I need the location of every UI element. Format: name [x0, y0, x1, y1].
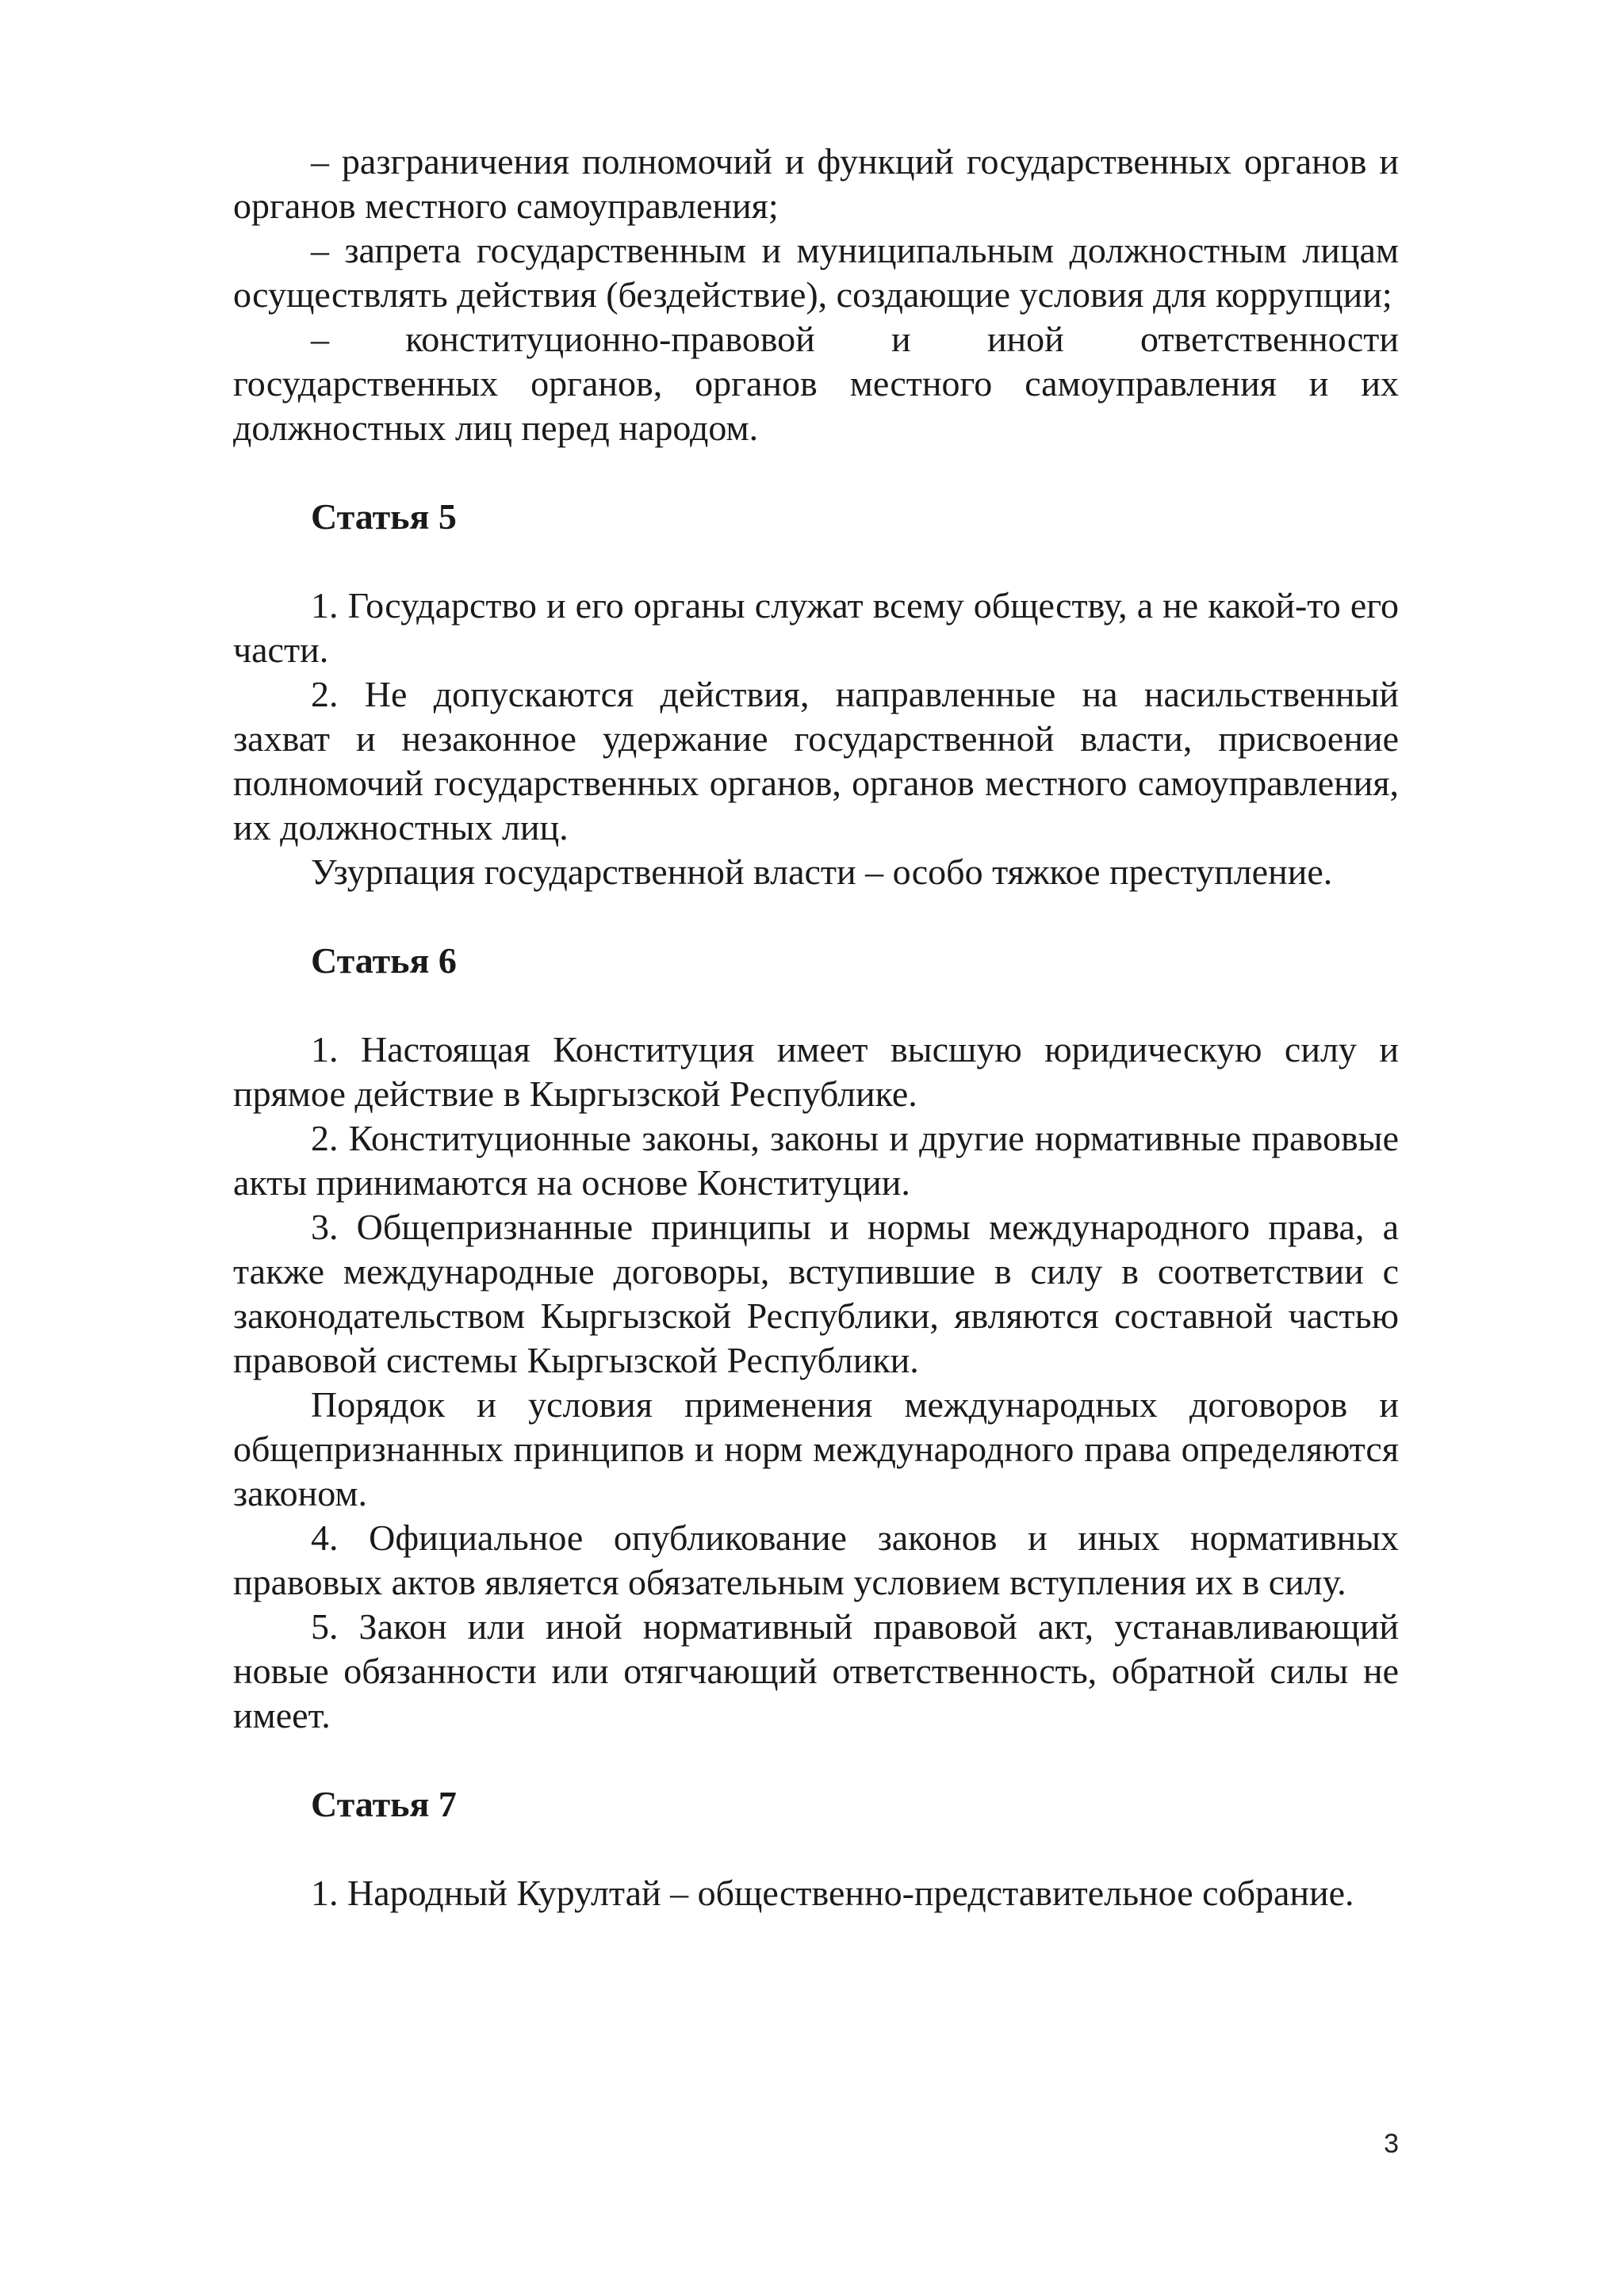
intro-item-2: – запрета государственным и муниципальным должностным лицам осуществлять действия (бездействие), создающие условия для коррупции;	[233, 230, 1399, 315]
article-6-paragraph-6: 5. Закон или иной нормативный правовой акт, устанавливающий новые обязанности или отягчающий ответственность, обратной силы не имеет.	[233, 1606, 1399, 1735]
intro-item-1: – разграничения полномочий и функций государственных органов и органов местного самоуправления;	[233, 141, 1399, 226]
document-page	[233, 140, 1399, 1915]
intro-item-3: – конституционно-правовой и иной ответственности государственных органов, органов местного самоуправления и их должностных лиц перед народом.	[233, 319, 1399, 448]
article-6-paragraph-1: 1. Настоящая Конституция имеет высшую юридическую силу и прямое действие в Кыргызской Республике.	[233, 1029, 1399, 1114]
article-5-paragraph-2: 2. Не допускаются действия, направленные на насильственный захват и незаконное удержание государственной власти, присвоение полномочий государственных органов, органов местного самоуправления, их должностных лиц.	[233, 674, 1399, 848]
article-7-heading: Статья 7	[311, 1784, 457, 1824]
article-7-paragraph-1: 1. Народный Курултай – общественно-представительное собрание.	[311, 1873, 1354, 1913]
article-5-paragraph-3: Узурпация государственной власти – особо тяжкое преступление.	[311, 851, 1333, 892]
article-6-paragraph-5: 4. Официальное опубликование законов и иных нормативных правовых актов является обязательным условием вступления их в силу.	[233, 1517, 1399, 1602]
article-5-paragraph-1: 1. Государство и его органы служат всему обществу, а не какой-то его части.	[233, 585, 1399, 670]
article-5-heading: Статья 5	[311, 496, 457, 537]
article-6-paragraph-2: 2. Конституционные законы, законы и другие нормативные правовые акты принимаются на основе Конституции.	[233, 1118, 1399, 1203]
article-6-paragraph-4: Порядок и условия применения международных договоров и общепризнанных принципов и норм международного права определяются законом.	[233, 1384, 1399, 1513]
article-6-heading: Статья 6	[311, 940, 457, 981]
article-6-paragraph-3: 3. Общепризнанные принципы и нормы международного права, а также международные договоры, вступившие в силу в соответствии с законодательством Кыргызской Республики, являются составной частью правовой системы Кыргызской Республики.	[233, 1207, 1399, 1380]
page-number: 3	[1384, 2129, 1399, 2159]
